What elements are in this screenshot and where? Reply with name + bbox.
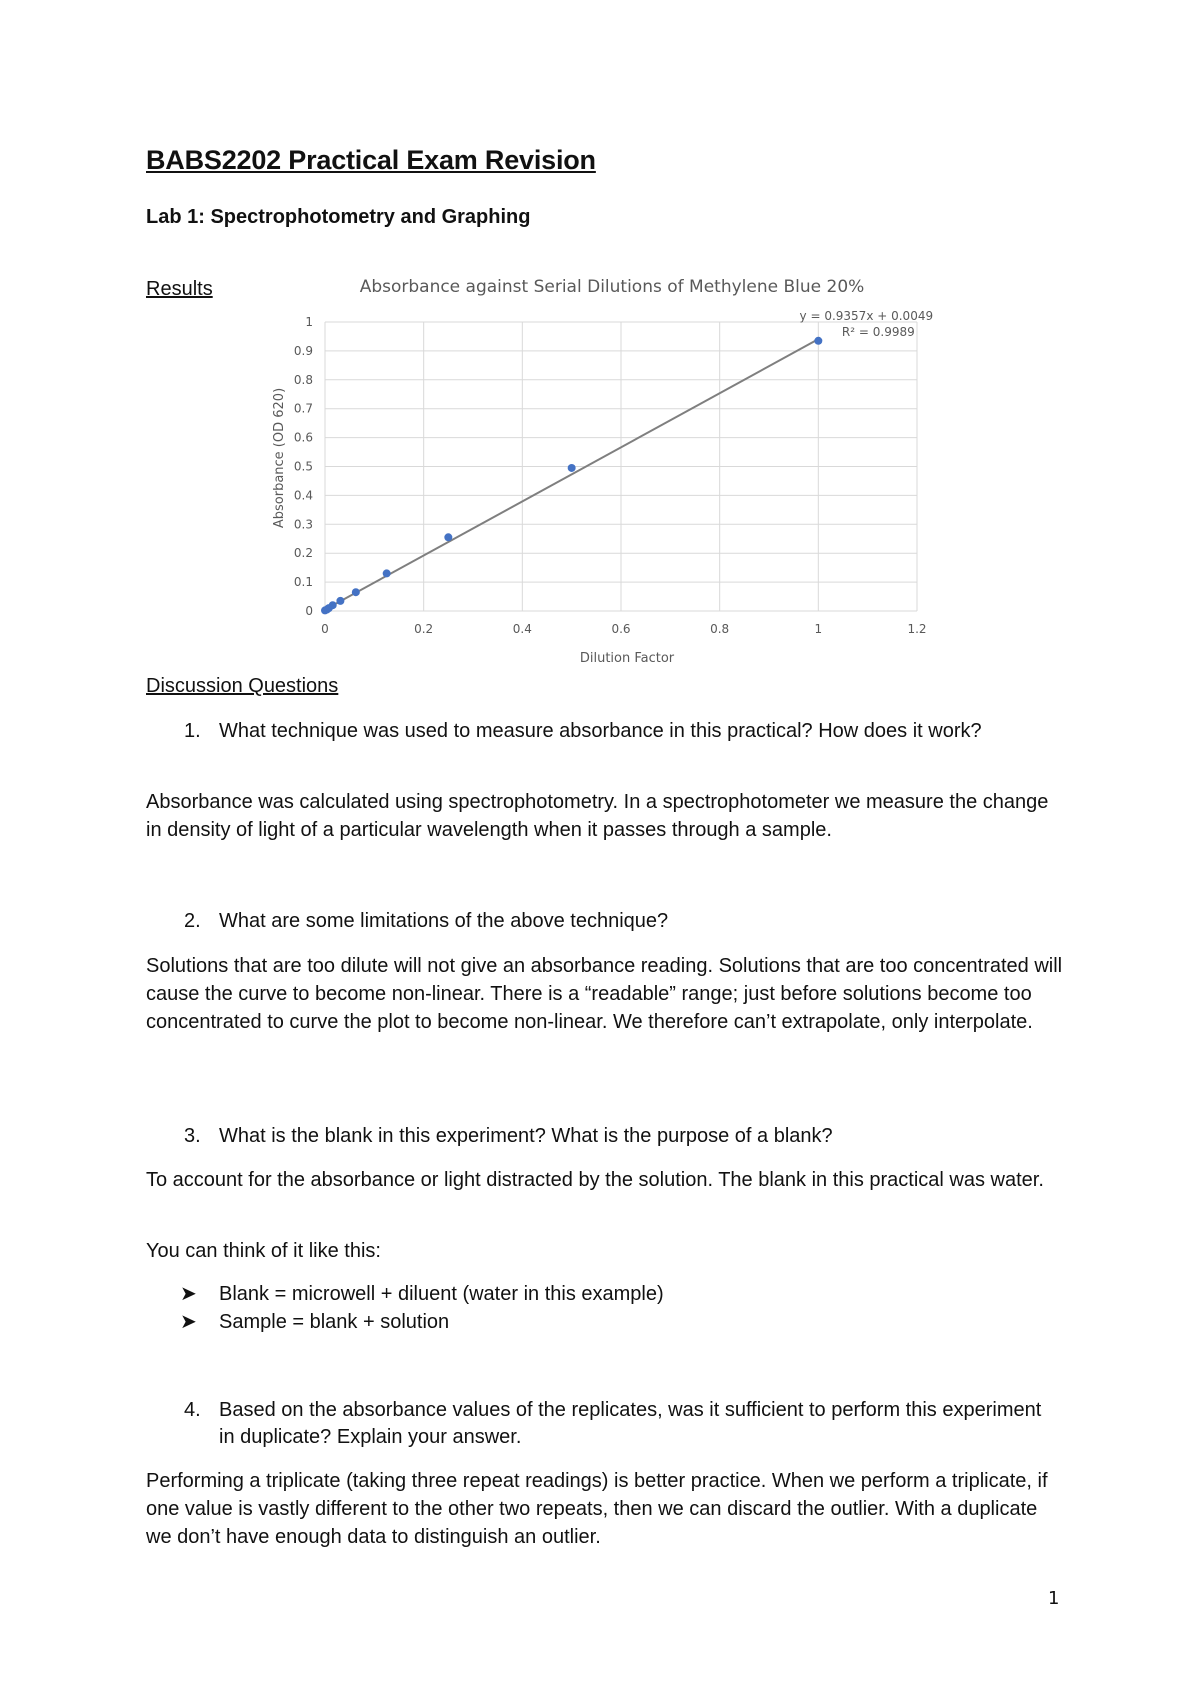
chart-x-tick-label: 0.8: [710, 622, 730, 636]
lab-subtitle: Lab 1: Spectrophotometry and Graphing: [146, 206, 531, 228]
answer-4: Performing a triplicate (taking three repeat readings) is better practice. When we perform a triplicate, if one value is vastly different to the other two repeats, then we can discard the outlier. With a duplicate we don’t have enough data to distinguish an outlier.: [146, 1470, 1048, 1548]
page-title: BABS2202 Practical Exam Revision: [146, 145, 596, 175]
chart-x-tick-label: 0.4: [512, 622, 532, 636]
bullet-item: [180, 1280, 664, 1308]
chart-x-axis-label: Dilution Factor: [579, 651, 675, 666]
chart-y-tick-label: 0: [305, 604, 313, 618]
arrow-bullet-icon: ➤: [180, 1311, 197, 1333]
chart-x-tick-label: 1: [814, 622, 823, 636]
chart-r-squared: R² = 0.9989: [841, 325, 915, 339]
bullet-text: Blank = microwell + diluent (water in this example): [219, 1283, 664, 1305]
chart-y-tick-label: 0.2: [293, 546, 313, 561]
answer-2: Solutions that are too dilute will not give an absorbance reading. Solutions that are too concentrated will cause the curve to become non-linear. There is a “readable” range; just before solutions become too concentrated to curve the plot to become non-linear. We therefore can’t extrapolate, only interpolate.: [146, 955, 1063, 1033]
chart-x-tick-label: 0.2: [414, 622, 434, 636]
question-number: 3.: [184, 1125, 201, 1147]
chart-data-point: [329, 601, 337, 609]
question-text: What technique was used to measure absorbance in this practical? How does it work?: [219, 720, 982, 742]
chart-x-tick-label: 1.2: [907, 622, 927, 636]
absorbance-chart: [255, 270, 955, 670]
chart-x-tick-label: 0: [321, 622, 329, 636]
chart-data-point: [352, 588, 360, 596]
chart-title: Absorbance against Serial Dilutions of Methylene Blue 20%: [359, 277, 865, 297]
chart-data-point: [383, 569, 391, 577]
chart-trendline-equation: y = 0.9357x + 0.0049: [799, 309, 934, 323]
question-2: [146, 908, 1046, 935]
discussion-heading: Discussion Questions: [146, 675, 339, 697]
chart-y-tick-label: 0.8: [293, 372, 313, 387]
chart-data-point: [814, 337, 822, 345]
chart-grid: [325, 322, 917, 611]
chart-data-point: [444, 533, 452, 541]
chart-y-tick-label: 0.6: [293, 430, 313, 445]
bullet-item: [180, 1308, 449, 1336]
question-1: [146, 718, 1046, 745]
chart-data-point: [568, 464, 576, 472]
chart-y-tick-label: 0.7: [293, 401, 313, 416]
arrow-bullet-icon: ➤: [180, 1283, 197, 1305]
question-number: 2.: [184, 910, 201, 932]
chart-y-tick-label: 0.4: [293, 488, 313, 503]
question-number: 1.: [184, 720, 201, 742]
question-text: What are some limitations of the above technique?: [219, 910, 669, 932]
question-text: Based on the absorbance values of the replicates, was it sufficient to perform this experiment in duplicate? Explain your answer.: [219, 1399, 1042, 1448]
chart-x-tick-label: 0.6: [611, 622, 631, 636]
chart-y-tick-label: 1: [305, 315, 313, 329]
page-number: 1: [1048, 1588, 1060, 1609]
bullet-text: Sample = blank + solution: [219, 1311, 450, 1333]
question-3: [146, 1123, 1046, 1150]
answer-3: To account for the absorbance or light distracted by the solution. The blank in this practical was water.: [146, 1169, 1044, 1191]
chart-y-axis-label: Absorbance (OD 620): [272, 387, 287, 529]
answer-3-intro: You can think of it like this:: [146, 1240, 381, 1262]
chart-ticks: [294, 315, 927, 636]
chart-y-tick-label: 0.5: [293, 459, 313, 474]
chart-y-tick-label: 0.1: [293, 575, 313, 590]
answer-1: Absorbance was calculated using spectrophotometry. In a spectrophotometer we measure the change in density of light of a particular wavelength when it passes through a sample.: [146, 791, 1049, 841]
question-4: [146, 1397, 1046, 1451]
results-heading: Results: [146, 278, 213, 300]
chart-y-tick-label: 0.3: [293, 517, 313, 532]
chart-y-tick-label: 0.9: [293, 343, 313, 358]
chart-data-point: [336, 597, 344, 605]
question-number: 4.: [184, 1399, 201, 1421]
question-text: What is the blank in this experiment? What is the purpose of a blank?: [219, 1125, 833, 1147]
